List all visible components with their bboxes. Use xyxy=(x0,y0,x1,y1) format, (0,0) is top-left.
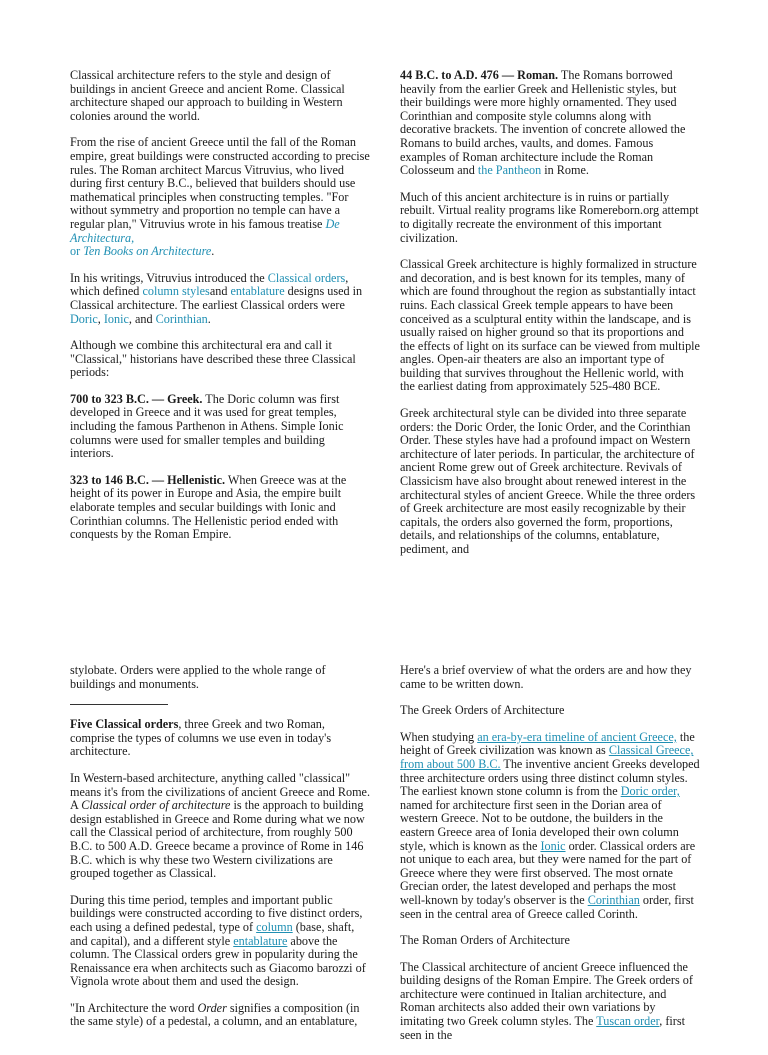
period-heading: 700 to 323 B.C. — Greek. xyxy=(70,391,203,406)
paragraph xyxy=(70,69,370,123)
corinthian-link[interactable]: Corinthian xyxy=(155,311,208,326)
text: stylobate. Orders were applied to the whole range of buildings and monuments. xyxy=(70,663,326,691)
link-text: De Architectura, xyxy=(70,216,340,245)
paragraph xyxy=(70,1002,370,1029)
paragraph xyxy=(70,474,370,542)
text: When Greece was at the height of its power in Europe and Asia, the empire built elaborate temples and secular buildings with Ionic and Corinthian columns. The Hellenistic period ended with conquests by the Roman Empire. xyxy=(70,472,347,542)
text: in Rome. xyxy=(541,163,589,178)
ionic-link[interactable]: Ionic xyxy=(540,838,566,853)
paragraph xyxy=(70,894,370,989)
section-heading xyxy=(400,704,700,718)
text: The Greek Orders of Architecture xyxy=(400,703,565,718)
page1-right-column xyxy=(400,69,700,570)
paragraph xyxy=(400,258,700,394)
text: . xyxy=(211,244,215,259)
entablature-link[interactable]: entablature xyxy=(233,933,288,948)
paragraph xyxy=(70,718,370,759)
paragraph xyxy=(70,339,370,380)
column-link[interactable]: column xyxy=(256,919,293,934)
text: The Romans borrowed heavily from the earlier Greek and Hellenistic styles, but their buildings were more highly ornamented. They used Corinthian and composite style columns along with decorative brackets. The invention of concrete allowed the Romans to build arches, vaults, and domes. Famous examples of Roman architecture include the Roman Colosseum and xyxy=(400,68,686,178)
paragraph xyxy=(400,69,700,178)
text: , which defined xyxy=(70,270,349,299)
period-heading: 44 B.C. to A.D. 476 — Roman. xyxy=(400,68,559,82)
ionic-link[interactable]: Ionic xyxy=(103,311,129,326)
classical-orders-link[interactable]: Classical orders xyxy=(267,270,346,285)
text: signifies a composition (in the same style) of a pedestal, a column, and an entablature, xyxy=(70,1000,360,1029)
text: , first seen in the xyxy=(400,1014,685,1042)
tuscan-order-link[interactable]: Tuscan order xyxy=(596,1014,660,1029)
ten-books-link[interactable] xyxy=(83,244,211,258)
text: During this time period, temples and important public buildings were constructed according to five distinct orders, each using a defined pedestal, type of xyxy=(70,892,363,934)
link-text: Ten Books on Architecture xyxy=(83,244,212,259)
paragraph xyxy=(400,664,700,691)
section-heading xyxy=(400,934,700,948)
entablature-link[interactable]: entablature xyxy=(230,284,285,299)
page2-left-column xyxy=(70,664,370,1042)
text: is the approach to building design established in Greece and Rome during what we now call the Classical period of architecture, from roughly 500 B.C. to 500 A.D. Greece became a province of Rome in 146 B.C. which is why these two Western civilizations are grouped together as Classical. xyxy=(70,798,365,881)
text: above the column. The Classical orders grew in popularity during the Renaissance era when architects such as Giacomo barozzi of Vignola wrote about them and used the design. xyxy=(70,933,366,989)
text: In his writings, Vitruvius introduced the xyxy=(70,270,268,285)
text: the height of Greek civilization was known as xyxy=(400,729,695,758)
pantheon-link[interactable]: the Pantheon xyxy=(477,163,542,178)
paragraph xyxy=(70,393,370,461)
text: The Roman Orders of Architecture xyxy=(400,933,570,948)
text: order, first seen in the central area of Greece called Corinth. xyxy=(400,892,694,921)
italic-text: Classical order of architecture xyxy=(81,798,231,813)
text: and xyxy=(209,284,231,299)
text: From the rise of ancient Greece until the fall of the Roman empire, great buildings were constructed according to precise rules. The Roman architect Marcus Vitruvius, who lived during first century B.C., believed that builders should use mathematical principles when constructing temples. "For without symmetry and proportion no temple can have a regular plan," Vitruvius wrote in his famous treatise xyxy=(70,135,370,231)
period-heading: 323 to 146 B.C. — Hellenistic. xyxy=(70,472,226,487)
text: Classical Greek architecture is highly formalized in structure and decoration, and is best known for its temples, many of which are found throughout the region as substantially intact ruins. Each classical Greek temple appears to have been conceived as a sculptural entity within the landscape, and is usually raised on higher ground so that its proportions and the effects of light on its surface can be viewed from multiple angles. Open-air theaters are also an important type of building that survives throughout the Hellenic world, with the earliest dating from approximately 525-480 BCE. xyxy=(400,257,700,394)
text: Much of this ancient architecture is in ruins or partially rebuilt. Virtual reality programs like Romereborn.org attempt to digitally recreate the environment of this important civilization. xyxy=(400,189,699,245)
timeline-link[interactable]: an era-by-era timeline of ancient Greece, xyxy=(477,729,677,744)
paragraph xyxy=(400,407,700,557)
classical-greece-link[interactable]: Classical Greece, from about 500 B.C. xyxy=(400,743,694,771)
text: Classical architecture refers to the style and design of buildings in ancient Greece and ancient Rome. Classical architecture shaped our approach to building in Western colonies around the world. xyxy=(70,68,345,123)
divider xyxy=(70,704,168,705)
text: . xyxy=(207,311,211,326)
text: order. Classical orders are not unique to each area, but they were named for the part of Greece where they were first observed. The most ornate Grecian order, the latest developed and perhaps the most well-known by today's observer is the xyxy=(400,838,696,907)
or-link[interactable]: or xyxy=(70,244,84,259)
text: "In Architecture the word xyxy=(70,1000,198,1015)
paragraph xyxy=(400,731,700,921)
text: Although we combine this architectural era and call it "Classical," historians have described these three Classical periods: xyxy=(70,338,356,380)
text: designs used in Classical architecture. The earliest Classical orders were xyxy=(70,284,363,312)
text: The Doric column was first developed in Greece and it was used for great temples, including the famous Parthenon in Athens. Simple Ionic columns were used for smaller temples and building interiors. xyxy=(70,391,344,461)
text: , xyxy=(97,311,104,326)
paragraph xyxy=(70,136,370,258)
doric-link[interactable]: Doric xyxy=(70,311,98,326)
text: , three Greek and two Roman, comprise the types of columns we use even in today's architecture. xyxy=(70,717,332,759)
text: (base, shaft, and capital), and a different style xyxy=(70,919,355,948)
text: Greek architectural style can be divided into three separate orders: the Doric Order, the Ionic Order, and the Corinthian Order. These styles have had a profound impact on Western architecture of later periods. In particular, the architecture of ancient Rome grew out of Greek architecture. Revivals of Classicism have also brought about renewed interest in the architectural styles of ancient Greece. While the three orders of Greek architecture are most easily recognizable by their capitals, the orders also governed the form, proportions, details, and relationships of the columns, entablature, pediment, and xyxy=(400,406,696,556)
corinthian-link[interactable]: Corinthian xyxy=(587,892,640,907)
text: named for architecture first seen in the Dorian area of western Greece. Not to be outdone, the builders in the eastern Greece area of Ionia developed their own column style, which is known as the xyxy=(400,797,679,853)
text: Here's a brief overview of what the orders are and how they came to be written down. xyxy=(400,663,692,691)
text: The Classical architecture of ancient Greece influenced the building designs of the Roman Empire. The Greek orders of architecture were continued in Italian architecture, and Roman architects also added their own variations by imitating two Greek column styles. The xyxy=(400,959,693,1029)
paragraph xyxy=(70,272,370,326)
paragraph xyxy=(70,772,370,881)
page2-right-column xyxy=(400,664,700,1055)
text: When studying xyxy=(400,729,478,744)
text: In Western-based architecture, anything called "classical" means it's from the civilizations of ancient Greece and Rome. A xyxy=(70,770,371,813)
page1-left-column xyxy=(70,69,370,555)
italic-text: Order xyxy=(197,1000,227,1015)
paragraph xyxy=(400,191,700,245)
text: , and xyxy=(128,311,156,326)
paragraph xyxy=(400,961,700,1043)
paragraph xyxy=(70,664,370,691)
bold-text: Five Classical orders xyxy=(70,717,179,732)
doric-order-link[interactable]: Doric order, xyxy=(620,784,680,799)
column-styles-link[interactable]: column styles xyxy=(142,284,210,299)
text: The inventive ancient Greeks developed three architecture orders using three distinct column styles. The earliest known stone column is from the xyxy=(400,756,700,799)
